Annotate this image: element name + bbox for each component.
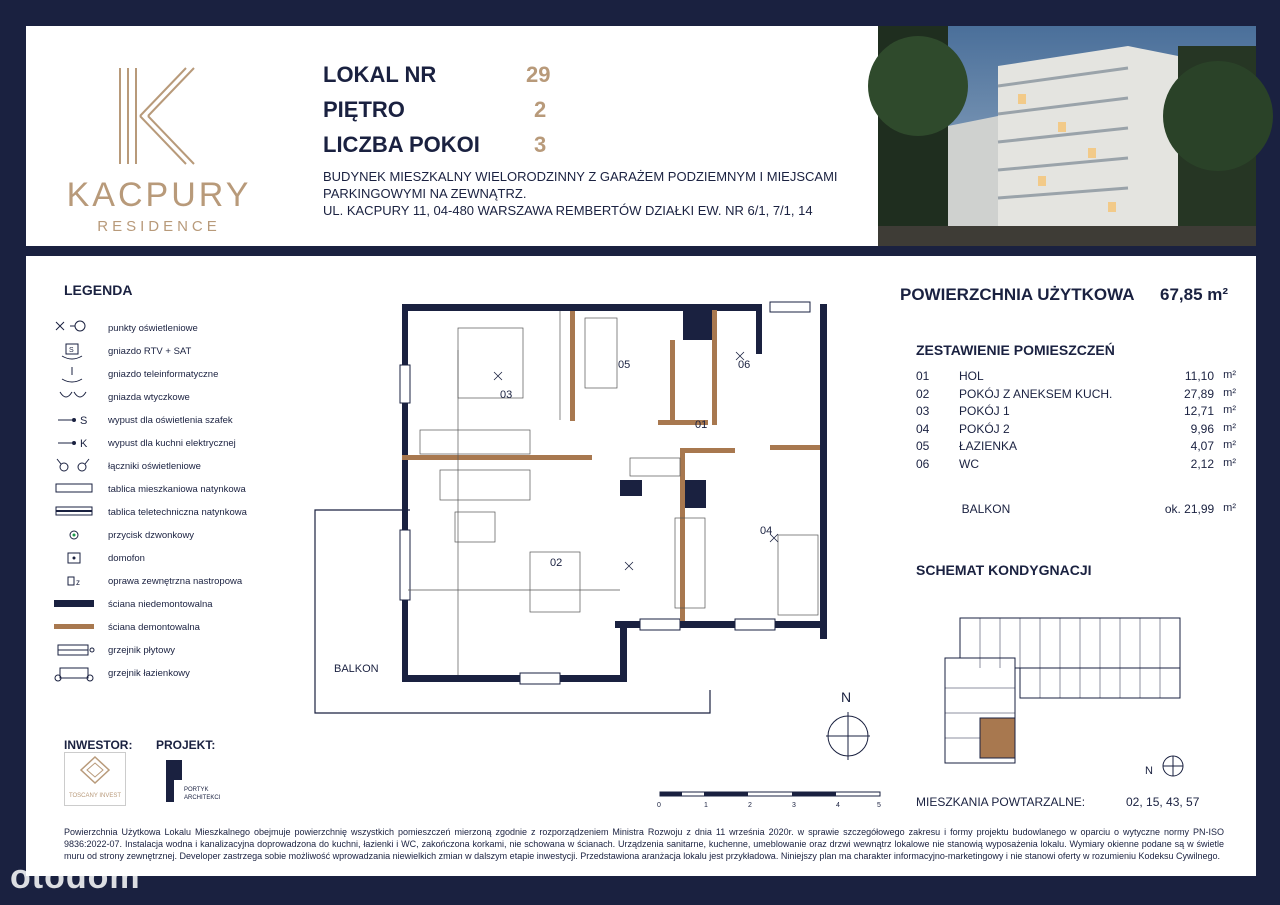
repeat-apartments-value: 02, 15, 43, 57 [1126,795,1200,809]
brand-logo-icon [116,66,196,166]
room-row [916,369,1236,386]
light-switch-icon [50,457,98,475]
room-number: 05 [916,439,930,453]
legend-item [50,525,290,545]
legend-item-label: grzejnik łazienkowy [108,667,190,679]
balcony-area: ok. 21,99 [1164,502,1215,516]
room-number: 03 [916,404,930,418]
room-label-03: 03 [500,389,513,401]
highlighted-apartment [980,718,1015,758]
rooms-summary-title: ZESTAWIENIE POMIESZCZEŃ [916,342,1115,358]
room-unit: m² [1223,369,1236,381]
legend-item-label: łączniki oświetleniowe [108,460,201,472]
legend-item [50,594,290,614]
apartment-panel-icon [50,480,98,498]
legend-item-label: grzejnik płytowy [108,644,176,656]
telecom-panel-icon [50,503,98,521]
balcony-name: BALKON [961,502,1011,516]
room-label-06: 06 [738,359,751,371]
legend-item [50,364,290,384]
footer-disclaimer: Powierzchnia Użytkowa Lokalu Mieszkalnego obejmuje powierzchnię wszystkich pomieszczeń mierzoną zgodnie z rozporządzeniem Ministra Rozwoju z dnia 11 września 2020r. w sprawie szczegółowego zakresu i formy projektu budowlanego w oparciu o wytyczne normy PN-ISO 9836:2022-07. Instalacja wodna i kanalizacyjna doprowadzona do kuchni, łazienki i WC, zakończona korkami, nie schowana w ścianach. Urządzenia sanitarne, kuchenne, umeblowanie oraz drzwi wewnątrz lokalowe nie stanowią wyposażenia lokalu. Wymiary okienne podane są w świetle muru od strony zewnętrznej. Developer zastrzega sobie możliwość wprowadzania niewielkich zmian w dalszym etapie inwestycji. Przedstawiona aranżacja lokalu jest przykładowa. Niniejszy plan ma charakter informacyjno-marketingowy i nie stanowi oferty w rozumieniu Kodeksu Cywilnego. [64,827,1224,861]
room-name: HOL [959,369,984,383]
building-address: UL. KACPURY 11, 04-480 WARSZAWA REMBERTÓW DZIAŁKI EW. NR 6/1, 7/1, 14 [323,203,813,218]
floor-schema-title: SCHEMAT KONDYGNACJI [916,562,1092,578]
room-number: 01 [916,369,930,383]
svg-text:K: K [80,438,88,450]
project-logo [164,758,234,808]
removable-wall-icon [50,618,98,636]
north-label: N [841,689,852,705]
svg-text:S: S [80,415,88,427]
room-row [916,387,1236,404]
usable-area-value: 67,85 m² [1160,285,1229,304]
room-row [916,422,1236,439]
brand-subtitle: RESIDENCE [97,218,221,235]
legend-item [50,410,290,430]
room-area: 12,71 [1183,404,1214,418]
room-area: 11,10 [1184,369,1214,383]
legend-item-label: wypust dla oświetlenia szafek [108,414,233,426]
room-unit: m² [1223,439,1236,451]
investor-label: INWESTOR: [64,738,133,752]
pietro-value: 2 [534,97,547,122]
legend-item [50,456,290,476]
kitchen-outlet-icon [50,434,98,452]
legend-item-label: gniazdo teleinformatyczne [108,368,219,380]
svg-text:S: S [69,347,74,354]
lokal-label: LOKAL NR [323,62,437,87]
portyk-logo-icon [164,758,184,804]
legend-item [50,663,290,683]
cabinet-light-outlet-icon [50,411,98,429]
floor-plan [300,290,840,720]
lokal-value: 29 [526,62,551,87]
pietro-label: PIĘTRO [323,97,405,122]
room-area: 27,89 [1183,386,1214,401]
investor-name: TOSCANY INVEST [68,793,122,799]
room-name: POKÓJ Z ANEKSEM KUCH. [959,386,1113,401]
intercom-icon [50,549,98,567]
doorbell-icon [50,526,98,544]
scale-1: 1 [704,802,708,809]
legend-item-label: domofon [108,552,145,564]
room-number: 02 [916,386,930,401]
legend-item [50,640,290,660]
room-unit: m² [1223,404,1236,416]
project-name: PORTYK ARCHITEKCI [184,787,221,801]
fixed-wall-icon [50,595,98,613]
legend-title: LEGENDA [64,282,133,298]
toscany-logo-icon [65,753,125,787]
legend-item [50,571,290,591]
bathroom-radiator-icon [50,664,98,682]
building-render-image [878,26,1256,246]
svg-text:z: z [76,578,80,587]
panel-radiator-icon [50,641,98,659]
scale-0: 0 [657,802,661,809]
room-unit: m² [1223,386,1236,399]
legend-item-label: oprawa zewnętrzna nastropowa [108,575,243,587]
scale-5: 5 [877,802,881,809]
room-name: ŁAZIENKA [959,439,1018,453]
balcony-label: BALKON [334,663,379,675]
room-label-02: 02 [550,557,563,569]
power-socket-icon [50,388,98,406]
room-area: 9,96 [1190,421,1214,436]
legend-item [50,617,290,637]
light-point-icon [50,319,98,337]
room-area: 4,07 [1190,439,1214,453]
usable-area-label: POWIERZCHNIA UŻYTKOWA [900,285,1135,304]
legend-item [50,502,290,522]
legend-item-label: gniazda wtyczkowe [108,391,190,403]
room-name: WC [959,456,979,471]
room-name: POKÓJ 1 [959,404,1010,418]
room-label-01: 01 [695,419,708,431]
investor-logo [64,752,126,806]
svg-text:N: N [1145,765,1153,777]
legend-item-label: tablica mieszkaniowa natynkowa [108,483,246,495]
room-unit: m² [1223,456,1236,469]
legend-item [50,387,290,407]
scale-3: 3 [792,802,796,809]
room-label-05: 05 [618,359,631,371]
legend-item-label: gniazdo RTV + SAT [108,345,192,357]
legend-item-label: ściana demontowalna [108,621,200,633]
room-area: 2,12 [1190,456,1214,471]
legend-item [50,479,290,499]
room-row [916,457,1236,474]
room-name: POKÓJ 2 [959,421,1010,436]
legend-item-label: ściana niedemontowalna [108,598,213,610]
balcony-row [916,502,1236,519]
floor-schema-diagram [940,608,1190,777]
legend-item-label: przycisk dzwonkowy [108,529,195,541]
outdoor-light-icon [50,572,98,590]
legend-item [50,548,290,568]
legend-item-label: punkty oświetleniowe [108,322,198,334]
legend-item [50,318,290,338]
project-label: PROJEKT: [156,738,216,752]
rooms-count-value: 3 [534,132,547,157]
legend-item [50,341,290,361]
room-number: 06 [916,456,930,471]
telecom-socket-icon [50,365,98,383]
building-description-2: PARKINGOWYMI NA ZEWNĄTRZ. [323,186,527,201]
legend-item [50,433,290,453]
header-panel [26,26,878,246]
legend-item-label: wypust dla kuchni elektrycznej [108,437,236,449]
balcony-unit: m² [1223,502,1236,514]
room-unit: m² [1223,421,1236,434]
room-row [916,439,1236,456]
building-description-1: BUDYNEK MIESZKALNY WIELORODZINNY Z GARAŻEM PODZIEMNYM I MIEJSCAMI [323,169,838,184]
brand-name: KACPURY [66,176,252,214]
scale-2: 2 [748,802,752,809]
room-label-04: 04 [760,525,773,537]
scale-bar [654,790,894,812]
repeat-apartments-label: MIESZKANIA POWTARZALNE: [916,795,1086,809]
legend-item-label: tablica teletechniczna natynkowa [108,506,247,518]
room-row [916,404,1236,421]
rooms-count-label: LICZBA POKOI [323,132,480,157]
north-arrow-icon [826,688,886,768]
tv-sat-socket-icon [50,342,98,360]
otodom-watermark: otodom [10,858,141,896]
room-number: 04 [916,421,930,436]
scale-4: 4 [836,802,840,809]
